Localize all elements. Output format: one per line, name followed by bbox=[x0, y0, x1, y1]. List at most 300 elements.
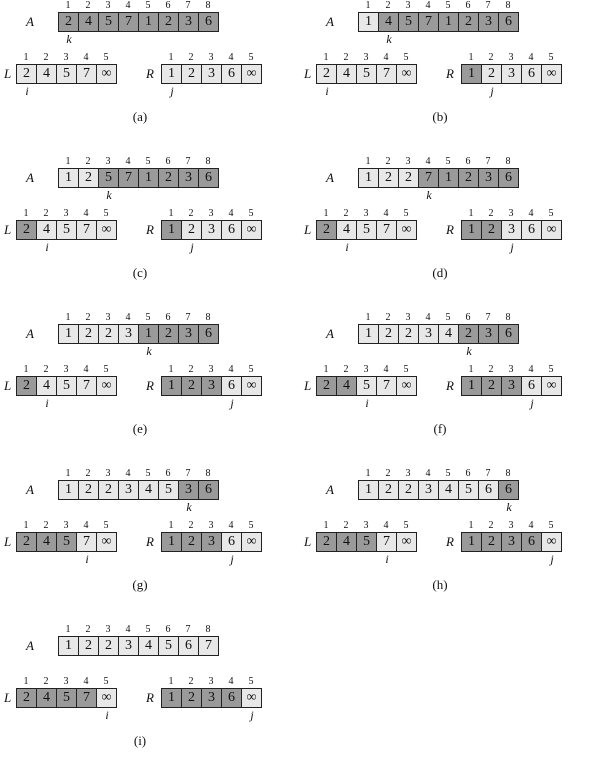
a-index-label: 1 bbox=[365, 312, 371, 323]
r-index-label: 2 bbox=[188, 208, 194, 219]
l-index-label: 1 bbox=[323, 52, 329, 63]
a-array-cell: 4 bbox=[378, 12, 399, 32]
l-index-label: 4 bbox=[83, 52, 89, 63]
a-array-cell: 2 bbox=[378, 480, 399, 500]
a-array-cell: 2 bbox=[398, 168, 419, 188]
r-index-label: 1 bbox=[168, 676, 174, 687]
a-index-label: 8 bbox=[205, 624, 211, 635]
r-array-cell: 2 bbox=[481, 64, 502, 84]
pointer-i: i bbox=[25, 84, 29, 98]
r-index-label: 5 bbox=[548, 364, 554, 375]
l-array-cell: 4 bbox=[36, 688, 57, 708]
a-array-cell: 1 bbox=[58, 324, 79, 344]
a-index-label: 2 bbox=[385, 0, 391, 11]
array-l-label: L bbox=[304, 378, 312, 393]
r-index-label: 4 bbox=[228, 364, 234, 375]
l-array-cell: ∞ bbox=[396, 376, 417, 396]
l-index-label: 4 bbox=[83, 676, 89, 687]
l-index-label: 3 bbox=[63, 52, 69, 63]
a-array-cell: 6 bbox=[498, 12, 519, 32]
a-array-cell: 5 bbox=[458, 480, 479, 500]
l-array-cell: ∞ bbox=[96, 64, 117, 84]
r-array-cell: 1 bbox=[161, 64, 182, 84]
l-array-cell: 2 bbox=[16, 688, 37, 708]
a-array-cell: 2 bbox=[458, 12, 479, 32]
a-index-label: 6 bbox=[165, 156, 171, 167]
pointer-k: k bbox=[66, 32, 72, 46]
array-a-label: A bbox=[26, 14, 34, 29]
a-index-label: 8 bbox=[205, 0, 211, 11]
array-r-label: R bbox=[146, 66, 154, 81]
panel-caption: (g) bbox=[132, 577, 148, 592]
l-index-label: 4 bbox=[83, 364, 89, 375]
l-array-cell: 2 bbox=[16, 64, 37, 84]
array-a-label: A bbox=[326, 170, 334, 185]
a-array-cell: 3 bbox=[118, 480, 139, 500]
l-array-cell: 5 bbox=[56, 532, 77, 552]
a-index-label: 7 bbox=[185, 624, 191, 635]
a-array-cell: 1 bbox=[438, 168, 459, 188]
array-a-label: A bbox=[26, 638, 34, 653]
a-array-cell: 3 bbox=[178, 168, 199, 188]
a-array-cell: 2 bbox=[78, 168, 99, 188]
l-index-label: 4 bbox=[83, 520, 89, 531]
a-index-label: 6 bbox=[165, 0, 171, 11]
l-index-label: 5 bbox=[403, 208, 409, 219]
a-array-cell: 1 bbox=[438, 12, 459, 32]
array-r-label: R bbox=[146, 378, 154, 393]
l-index-label: 2 bbox=[43, 208, 49, 219]
a-index-label: 8 bbox=[205, 312, 211, 323]
l-index-label: 4 bbox=[383, 52, 389, 63]
l-array-cell: 2 bbox=[316, 376, 337, 396]
l-index-label: 5 bbox=[403, 520, 409, 531]
r-index-label: 1 bbox=[468, 208, 474, 219]
l-array-cell: 7 bbox=[76, 64, 97, 84]
r-array-cell: 2 bbox=[481, 220, 502, 240]
r-index-label: 1 bbox=[468, 520, 474, 531]
l-array-cell: 4 bbox=[36, 220, 57, 240]
a-index-label: 8 bbox=[205, 468, 211, 479]
a-array-cell: 7 bbox=[198, 636, 219, 656]
r-index-label: 1 bbox=[168, 520, 174, 531]
l-array-cell: 4 bbox=[336, 220, 357, 240]
a-index-label: 5 bbox=[145, 156, 151, 167]
l-index-label: 1 bbox=[23, 520, 29, 531]
a-array-cell: 7 bbox=[118, 12, 139, 32]
panel-caption: (b) bbox=[432, 109, 448, 124]
r-array-cell: 1 bbox=[161, 532, 182, 552]
a-array-cell: 6 bbox=[498, 480, 519, 500]
a-index-label: 3 bbox=[105, 312, 111, 323]
r-index-label: 5 bbox=[548, 208, 554, 219]
pointer-i: i bbox=[325, 84, 329, 98]
r-array-cell: 3 bbox=[201, 688, 222, 708]
a-index-label: 7 bbox=[485, 312, 491, 323]
pointer-k: k bbox=[106, 188, 112, 202]
pointer-i: i bbox=[365, 396, 369, 410]
l-array-cell: 7 bbox=[76, 688, 97, 708]
r-index-label: 3 bbox=[508, 208, 514, 219]
a-index-label: 8 bbox=[505, 156, 511, 167]
a-array-cell: 7 bbox=[418, 168, 439, 188]
a-index-label: 5 bbox=[445, 312, 451, 323]
a-index-label: 5 bbox=[145, 624, 151, 635]
r-array-cell: ∞ bbox=[541, 64, 562, 84]
a-index-label: 3 bbox=[105, 624, 111, 635]
l-index-label: 3 bbox=[363, 52, 369, 63]
r-array-cell: ∞ bbox=[241, 376, 262, 396]
l-array-cell: 4 bbox=[36, 376, 57, 396]
a-index-label: 3 bbox=[405, 156, 411, 167]
merge-step-panel bbox=[300, 468, 600, 624]
a-index-label: 6 bbox=[165, 624, 171, 635]
a-index-label: 2 bbox=[85, 468, 91, 479]
a-index-label: 3 bbox=[105, 0, 111, 11]
r-index-label: 4 bbox=[228, 676, 234, 687]
l-array-cell: 5 bbox=[56, 688, 77, 708]
l-index-label: 2 bbox=[43, 520, 49, 531]
l-array-cell: ∞ bbox=[396, 532, 417, 552]
r-index-label: 3 bbox=[208, 208, 214, 219]
a-array-cell: 5 bbox=[98, 12, 119, 32]
pointer-i: i bbox=[345, 240, 349, 254]
a-index-label: 4 bbox=[125, 624, 131, 635]
r-array-cell: 1 bbox=[161, 376, 182, 396]
r-index-label: 1 bbox=[168, 364, 174, 375]
panel-caption: (e) bbox=[132, 421, 148, 436]
l-index-label: 1 bbox=[23, 52, 29, 63]
a-index-label: 2 bbox=[85, 0, 91, 11]
l-array-cell: 4 bbox=[336, 532, 357, 552]
r-index-label: 4 bbox=[228, 208, 234, 219]
r-index-label: 3 bbox=[508, 52, 514, 63]
r-array-cell: ∞ bbox=[541, 376, 562, 396]
l-array-cell: 5 bbox=[356, 376, 377, 396]
a-index-label: 7 bbox=[185, 468, 191, 479]
r-array-cell: 1 bbox=[461, 532, 482, 552]
r-array-cell: 1 bbox=[461, 376, 482, 396]
l-array-cell: 7 bbox=[376, 220, 397, 240]
panel-caption: (f) bbox=[433, 421, 447, 436]
r-index-label: 2 bbox=[488, 364, 494, 375]
l-array-cell: 7 bbox=[76, 532, 97, 552]
r-index-label: 3 bbox=[208, 676, 214, 687]
l-array-cell: 4 bbox=[336, 376, 357, 396]
r-index-label: 1 bbox=[168, 52, 174, 63]
a-index-label: 8 bbox=[205, 156, 211, 167]
l-array-cell: ∞ bbox=[96, 688, 117, 708]
pointer-k: k bbox=[146, 344, 152, 358]
a-index-label: 8 bbox=[505, 468, 511, 479]
a-index-label: 6 bbox=[465, 468, 471, 479]
r-array-cell: 1 bbox=[461, 64, 482, 84]
r-index-label: 2 bbox=[488, 208, 494, 219]
a-array-cell: 5 bbox=[98, 168, 119, 188]
merge-step-panel bbox=[0, 0, 300, 156]
a-array-cell: 2 bbox=[398, 324, 419, 344]
a-array-cell: 3 bbox=[478, 168, 499, 188]
a-index-label: 8 bbox=[505, 312, 511, 323]
r-array-cell: 2 bbox=[181, 64, 202, 84]
a-index-label: 1 bbox=[65, 624, 71, 635]
pointer-k: k bbox=[186, 500, 192, 514]
r-index-label: 1 bbox=[468, 52, 474, 63]
r-index-label: 2 bbox=[188, 52, 194, 63]
a-index-label: 2 bbox=[85, 156, 91, 167]
array-l-label: L bbox=[304, 222, 312, 237]
a-index-label: 5 bbox=[145, 468, 151, 479]
array-a-label: A bbox=[326, 326, 334, 341]
a-array-cell: 1 bbox=[358, 480, 379, 500]
merge-step-panel bbox=[300, 0, 600, 156]
pointer-i: i bbox=[45, 396, 49, 410]
a-array-cell: 6 bbox=[198, 324, 219, 344]
l-index-label: 3 bbox=[63, 676, 69, 687]
l-index-label: 3 bbox=[363, 364, 369, 375]
a-index-label: 2 bbox=[385, 312, 391, 323]
a-index-label: 1 bbox=[65, 468, 71, 479]
r-array-cell: 6 bbox=[521, 532, 542, 552]
array-l-label: L bbox=[4, 690, 12, 705]
a-index-label: 1 bbox=[65, 156, 71, 167]
l-array-cell: 2 bbox=[316, 220, 337, 240]
l-array-cell: 4 bbox=[336, 64, 357, 84]
l-index-label: 4 bbox=[383, 520, 389, 531]
l-array-cell: 5 bbox=[56, 64, 77, 84]
l-index-label: 2 bbox=[343, 520, 349, 531]
pointer-j: j bbox=[490, 84, 494, 98]
l-index-label: 4 bbox=[383, 364, 389, 375]
a-index-label: 5 bbox=[445, 156, 451, 167]
r-array-cell: 6 bbox=[221, 220, 242, 240]
a-array-cell: 2 bbox=[78, 480, 99, 500]
array-a-label: A bbox=[26, 170, 34, 185]
l-array-cell: 5 bbox=[356, 220, 377, 240]
r-array-cell: 1 bbox=[161, 688, 182, 708]
l-array-cell: 5 bbox=[56, 376, 77, 396]
r-index-label: 4 bbox=[528, 52, 534, 63]
r-array-cell: 3 bbox=[501, 64, 522, 84]
a-array-cell: 6 bbox=[198, 168, 219, 188]
pointer-k: k bbox=[506, 500, 512, 514]
a-array-cell: 6 bbox=[198, 480, 219, 500]
pointer-j: j bbox=[190, 240, 194, 254]
a-index-label: 3 bbox=[405, 312, 411, 323]
r-index-label: 1 bbox=[468, 364, 474, 375]
a-index-label: 2 bbox=[385, 468, 391, 479]
r-array-cell: 2 bbox=[181, 220, 202, 240]
pointer-j: j bbox=[530, 396, 534, 410]
r-index-label: 4 bbox=[528, 364, 534, 375]
a-array-cell: 5 bbox=[158, 480, 179, 500]
r-array-cell: 6 bbox=[221, 376, 242, 396]
l-index-label: 2 bbox=[343, 364, 349, 375]
a-index-label: 1 bbox=[65, 0, 71, 11]
array-a-label: A bbox=[326, 14, 334, 29]
merge-step-panel bbox=[300, 156, 600, 312]
r-array-cell: 6 bbox=[521, 376, 542, 396]
r-index-label: 2 bbox=[188, 676, 194, 687]
a-array-cell: 2 bbox=[78, 636, 99, 656]
array-r-label: R bbox=[446, 66, 454, 81]
a-index-label: 4 bbox=[425, 0, 431, 11]
r-array-cell: 6 bbox=[221, 64, 242, 84]
r-index-label: 4 bbox=[528, 208, 534, 219]
a-array-cell: 2 bbox=[58, 12, 79, 32]
l-index-label: 1 bbox=[323, 364, 329, 375]
l-array-cell: ∞ bbox=[96, 220, 117, 240]
a-array-cell: 7 bbox=[418, 12, 439, 32]
panel-caption: (d) bbox=[432, 265, 448, 280]
r-array-cell: 2 bbox=[181, 532, 202, 552]
a-index-label: 4 bbox=[125, 156, 131, 167]
l-index-label: 3 bbox=[363, 520, 369, 531]
array-r-label: R bbox=[146, 222, 154, 237]
l-index-label: 2 bbox=[343, 208, 349, 219]
l-index-label: 1 bbox=[23, 208, 29, 219]
l-index-label: 5 bbox=[403, 52, 409, 63]
a-index-label: 1 bbox=[65, 312, 71, 323]
a-index-label: 6 bbox=[165, 312, 171, 323]
a-array-cell: 2 bbox=[158, 168, 179, 188]
a-index-label: 1 bbox=[365, 156, 371, 167]
r-array-cell: ∞ bbox=[541, 532, 562, 552]
a-array-cell: 2 bbox=[158, 324, 179, 344]
a-index-label: 7 bbox=[185, 0, 191, 11]
a-array-cell: 2 bbox=[78, 324, 99, 344]
array-r-label: R bbox=[146, 690, 154, 705]
l-index-label: 2 bbox=[43, 52, 49, 63]
a-array-cell: 1 bbox=[58, 168, 79, 188]
r-array-cell: 6 bbox=[221, 688, 242, 708]
a-array-cell: 1 bbox=[138, 12, 159, 32]
a-index-label: 3 bbox=[405, 468, 411, 479]
a-array-cell: 1 bbox=[138, 168, 159, 188]
a-array-cell: 3 bbox=[478, 324, 499, 344]
r-array-cell: 6 bbox=[221, 532, 242, 552]
a-array-cell: 2 bbox=[98, 480, 119, 500]
a-index-label: 2 bbox=[85, 624, 91, 635]
a-array-cell: 6 bbox=[478, 480, 499, 500]
r-index-label: 3 bbox=[208, 364, 214, 375]
array-l-label: L bbox=[4, 378, 12, 393]
a-array-cell: 2 bbox=[378, 168, 399, 188]
pointer-k: k bbox=[426, 188, 432, 202]
r-array-cell: 2 bbox=[481, 376, 502, 396]
r-index-label: 2 bbox=[488, 52, 494, 63]
l-index-label: 2 bbox=[343, 52, 349, 63]
array-r-label: R bbox=[446, 222, 454, 237]
a-array-cell: 3 bbox=[118, 636, 139, 656]
l-array-cell: ∞ bbox=[396, 220, 417, 240]
pointer-j: j bbox=[510, 240, 514, 254]
a-index-label: 6 bbox=[465, 312, 471, 323]
merge-step-panel bbox=[0, 312, 300, 468]
r-index-label: 4 bbox=[228, 520, 234, 531]
a-index-label: 2 bbox=[85, 312, 91, 323]
pointer-j: j bbox=[550, 552, 554, 566]
a-index-label: 1 bbox=[365, 0, 371, 11]
r-index-label: 5 bbox=[248, 364, 254, 375]
a-index-label: 8 bbox=[505, 0, 511, 11]
r-array-cell: ∞ bbox=[241, 220, 262, 240]
r-index-label: 4 bbox=[228, 52, 234, 63]
l-index-label: 1 bbox=[323, 208, 329, 219]
l-array-cell: ∞ bbox=[96, 376, 117, 396]
a-array-cell: 2 bbox=[458, 168, 479, 188]
a-index-label: 6 bbox=[465, 156, 471, 167]
a-array-cell: 1 bbox=[58, 480, 79, 500]
l-array-cell: 5 bbox=[356, 64, 377, 84]
l-index-label: 3 bbox=[63, 208, 69, 219]
l-index-label: 2 bbox=[43, 364, 49, 375]
array-l-label: L bbox=[4, 222, 12, 237]
a-index-label: 5 bbox=[145, 312, 151, 323]
l-index-label: 3 bbox=[363, 208, 369, 219]
l-index-label: 3 bbox=[63, 364, 69, 375]
l-array-cell: 7 bbox=[76, 376, 97, 396]
a-array-cell: 4 bbox=[138, 636, 159, 656]
a-index-label: 6 bbox=[165, 468, 171, 479]
a-array-cell: 3 bbox=[178, 480, 199, 500]
a-array-cell: 2 bbox=[378, 324, 399, 344]
a-index-label: 7 bbox=[485, 0, 491, 11]
array-a-label: A bbox=[26, 326, 34, 341]
r-array-cell: ∞ bbox=[541, 220, 562, 240]
r-array-cell: 3 bbox=[201, 532, 222, 552]
a-index-label: 3 bbox=[105, 468, 111, 479]
r-index-label: 4 bbox=[528, 520, 534, 531]
a-array-cell: 4 bbox=[438, 480, 459, 500]
panel-caption: (h) bbox=[432, 577, 448, 592]
pointer-j: j bbox=[170, 84, 174, 98]
pointer-k: k bbox=[386, 32, 392, 46]
a-index-label: 2 bbox=[385, 156, 391, 167]
r-array-cell: 2 bbox=[181, 376, 202, 396]
r-index-label: 2 bbox=[188, 520, 194, 531]
a-index-label: 6 bbox=[465, 0, 471, 11]
array-l-label: L bbox=[4, 66, 12, 81]
r-index-label: 5 bbox=[248, 676, 254, 687]
a-index-label: 7 bbox=[185, 156, 191, 167]
array-l-label: L bbox=[4, 534, 12, 549]
panel-caption: (c) bbox=[132, 265, 148, 280]
l-index-label: 1 bbox=[323, 520, 329, 531]
l-array-cell: 7 bbox=[376, 376, 397, 396]
r-array-cell: 3 bbox=[501, 376, 522, 396]
l-array-cell: 5 bbox=[56, 220, 77, 240]
array-l-label: L bbox=[304, 66, 312, 81]
a-array-cell: 7 bbox=[118, 168, 139, 188]
a-index-label: 3 bbox=[105, 156, 111, 167]
a-array-cell: 1 bbox=[358, 168, 379, 188]
a-index-label: 4 bbox=[425, 156, 431, 167]
l-index-label: 2 bbox=[43, 676, 49, 687]
a-array-cell: 1 bbox=[138, 324, 159, 344]
a-index-label: 5 bbox=[145, 0, 151, 11]
a-index-label: 4 bbox=[425, 312, 431, 323]
r-array-cell: 1 bbox=[161, 220, 182, 240]
a-array-cell: 3 bbox=[118, 324, 139, 344]
l-array-cell: ∞ bbox=[396, 64, 417, 84]
r-array-cell: 2 bbox=[481, 532, 502, 552]
r-index-label: 5 bbox=[548, 520, 554, 531]
a-index-label: 3 bbox=[405, 0, 411, 11]
l-index-label: 3 bbox=[63, 520, 69, 531]
l-array-cell: ∞ bbox=[96, 532, 117, 552]
r-index-label: 5 bbox=[248, 208, 254, 219]
